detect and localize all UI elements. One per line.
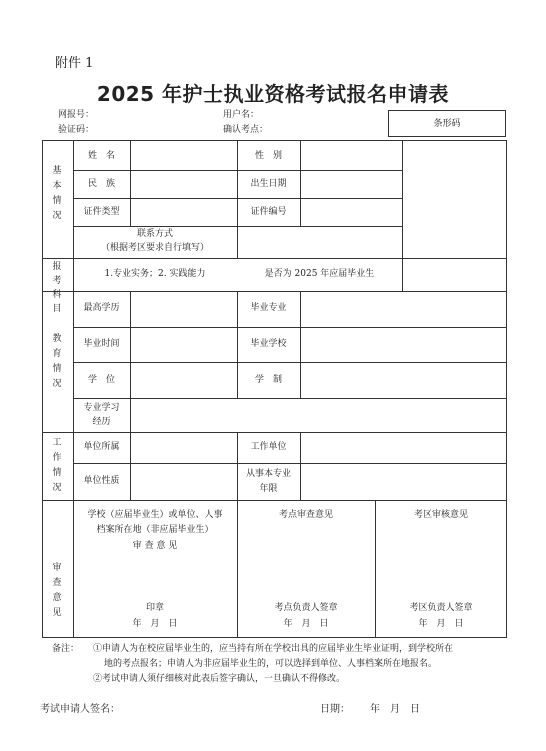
col-divider — [402, 140, 403, 291]
col-divider — [130, 291, 131, 432]
note-1-line-1: ①申请人为在校应届毕业生的，应当持有所在学校出具的应届毕业生毕业证明，到学校所在 — [93, 644, 454, 654]
attachment-label: 附件 1 — [55, 56, 94, 71]
major-label: 毕业专业 — [250, 303, 287, 313]
section-work: 工作情况 — [52, 438, 62, 493]
school-opinion-line2: 档案所在地（非应届毕业生） — [96, 525, 214, 535]
row-divider — [73, 327, 507, 328]
page-title: 2025 年护士执业资格考试报名申请表 — [96, 82, 450, 106]
exam-subjects: 1.专业实务；2. 实践能力 — [104, 269, 206, 279]
date-label: 日期： — [320, 704, 350, 715]
site-opinion-label: 考点审查意见 — [278, 510, 333, 520]
school-opinion-line3: 审 查 意 见 — [132, 541, 178, 551]
seal-label: 印章 — [145, 603, 164, 613]
notes-label: 备注： — [52, 644, 80, 654]
section-basic: 基本情况 — [52, 166, 62, 221]
online-no-label: 网报号： — [58, 110, 95, 120]
school-label: 毕业学校 — [250, 339, 287, 349]
col-divider — [130, 140, 131, 226]
employer-label: 单位所属 — [83, 442, 120, 452]
applicant-signature-label: 考试申请人签名： — [40, 704, 120, 715]
username-label: 用户名： — [223, 110, 260, 120]
note-2: ②考试申请人须仔细核对此表后签字确认，一旦确认不得修改。 — [93, 674, 346, 684]
region-sign-label: 考区负责人签章 — [409, 603, 473, 613]
duration-label: 学 制 — [254, 375, 282, 385]
note-1-line-2: 地的考点报名；申请人为非应届毕业生的，可以选择到单位、人事档案所在地报名。 — [104, 659, 438, 669]
verify-code-label: 验证码： — [58, 125, 95, 135]
birthdate-label: 出生日期 — [250, 179, 287, 189]
id-type-label: 证件类型 — [83, 207, 120, 217]
row-divider — [42, 432, 507, 433]
confirm-site-label: 确认考点： — [223, 125, 269, 135]
unit-nature-label: 单位性质 — [83, 476, 120, 486]
site-sign-label: 考点负责人签章 — [274, 603, 338, 613]
row-divider — [42, 258, 507, 259]
seal-date: 年 月 日 — [132, 619, 178, 629]
highest-education-label: 最高学历 — [83, 303, 120, 313]
region-opinion-label: 考区审核意见 — [413, 510, 468, 520]
graduation-time-label: 毕业时间 — [83, 339, 120, 349]
study-history-label: 专业学习 — [83, 403, 120, 413]
contact-note: （根据考区要求自行填写） — [100, 243, 209, 253]
row-divider — [42, 500, 507, 501]
col-divider — [130, 432, 131, 500]
section-review: 审查意见 — [52, 563, 62, 618]
section-education: 教育情况 — [52, 334, 62, 389]
row-divider — [42, 291, 507, 292]
row-divider — [73, 362, 507, 363]
degree-label: 学 位 — [87, 375, 115, 385]
name-label: 姓 名 — [87, 151, 115, 161]
region-sign-date: 年 月 日 — [418, 619, 464, 629]
site-sign-date: 年 月 日 — [283, 619, 329, 629]
col-divider — [300, 140, 301, 226]
study-history-label-2: 经历 — [92, 417, 111, 427]
row-divider — [73, 463, 507, 464]
barcode-box — [388, 110, 506, 137]
id-no-label: 证件编号 — [250, 207, 287, 217]
ethnicity-label: 民 族 — [87, 179, 115, 189]
row-divider — [73, 398, 507, 399]
years-label-2: 年限 — [259, 484, 278, 494]
col-divider — [300, 291, 301, 398]
section-exam: 报考科目 — [52, 262, 62, 314]
school-opinion-line1: 学校（应届毕业生）或单位、人事 — [87, 510, 223, 520]
fresh-graduate-label: 是否为 2025 年应届毕业生 — [264, 269, 375, 279]
contact-label: 联系方式 — [136, 229, 173, 239]
years-label: 从事本专业 — [245, 469, 291, 479]
work-unit-label: 工作单位 — [250, 442, 287, 452]
barcode-label: 条形码 — [433, 119, 461, 129]
date-fields: 年 月 日 — [370, 704, 420, 715]
col-divider — [300, 432, 301, 500]
gender-label: 性 别 — [254, 151, 282, 161]
